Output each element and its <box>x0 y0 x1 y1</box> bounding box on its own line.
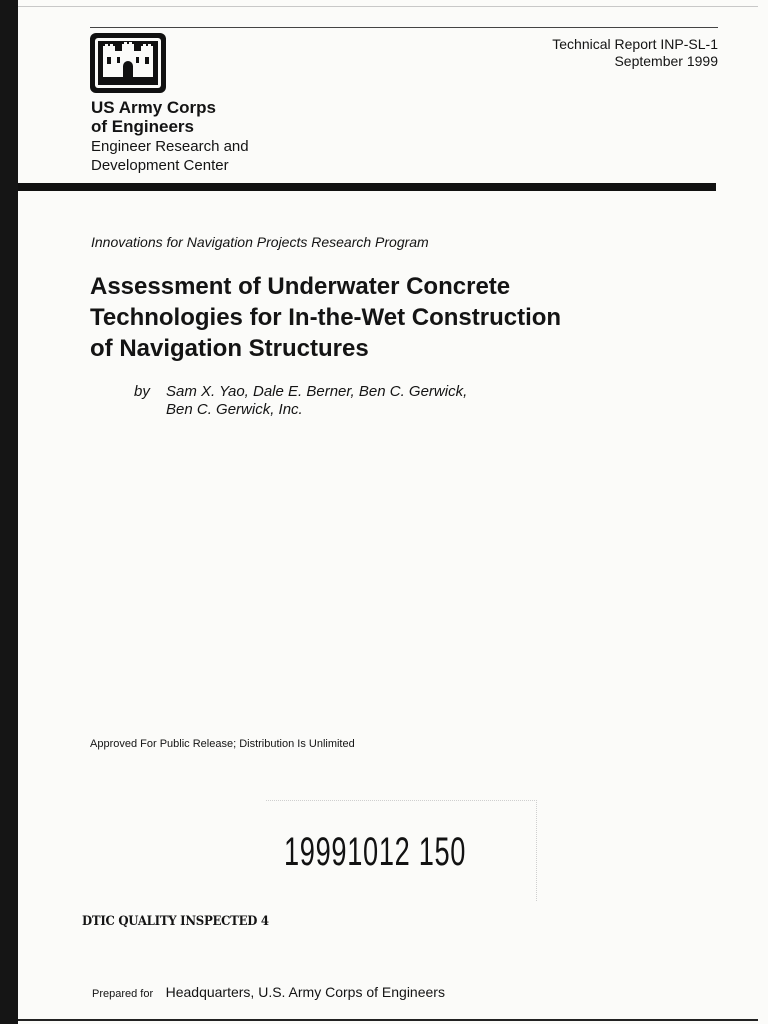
document-title <box>90 271 690 364</box>
org-name-line2: of Engineers <box>91 117 194 136</box>
accession-number: 19991012 150 <box>284 830 467 874</box>
title-line2: Technologies for In-the-Wet Construction <box>90 304 562 331</box>
report-number: Technical Report INP-SL-1 <box>552 36 718 52</box>
release-statement: Approved For Public Release; Distribution Is Unlimited <box>90 738 355 750</box>
authors-line1: Sam X. Yao, Dale E. Berner, Ben C. Gerwick, <box>166 383 468 400</box>
scan-top-line <box>18 6 758 7</box>
usace-castle-icon <box>90 33 166 93</box>
prepared-for <box>92 984 445 1002</box>
top-rule <box>90 27 718 28</box>
prepared-for-label: Prepared for <box>92 988 154 1000</box>
org-sub-line2: Development Center <box>91 157 229 174</box>
authors-line2: Ben C. Gerwick, Inc. <box>166 401 303 418</box>
organization-block <box>91 98 249 175</box>
scan-left-edge <box>0 0 18 1024</box>
header-divider <box>18 183 716 191</box>
program-name: Innovations for Navigation Projects Research Program <box>91 234 429 250</box>
title-line1: Assessment of Underwater Concrete <box>90 273 511 300</box>
prepared-for-value: Headquarters, U.S. Army Corps of Engineers <box>165 984 445 1000</box>
report-date: September 1999 <box>614 53 718 69</box>
dtic-quality-stamp: DTIC QUALITY INSPECTED 4 <box>82 914 269 929</box>
report-identification <box>552 36 718 70</box>
org-name-line1: US Army Corps <box>91 98 217 117</box>
org-sub-line1: Engineer Research and <box>91 138 249 155</box>
title-line3: of Navigation Structures <box>90 335 369 362</box>
authors <box>166 383 467 419</box>
bottom-scan-edge <box>18 1019 758 1021</box>
by-label: by <box>134 383 150 400</box>
